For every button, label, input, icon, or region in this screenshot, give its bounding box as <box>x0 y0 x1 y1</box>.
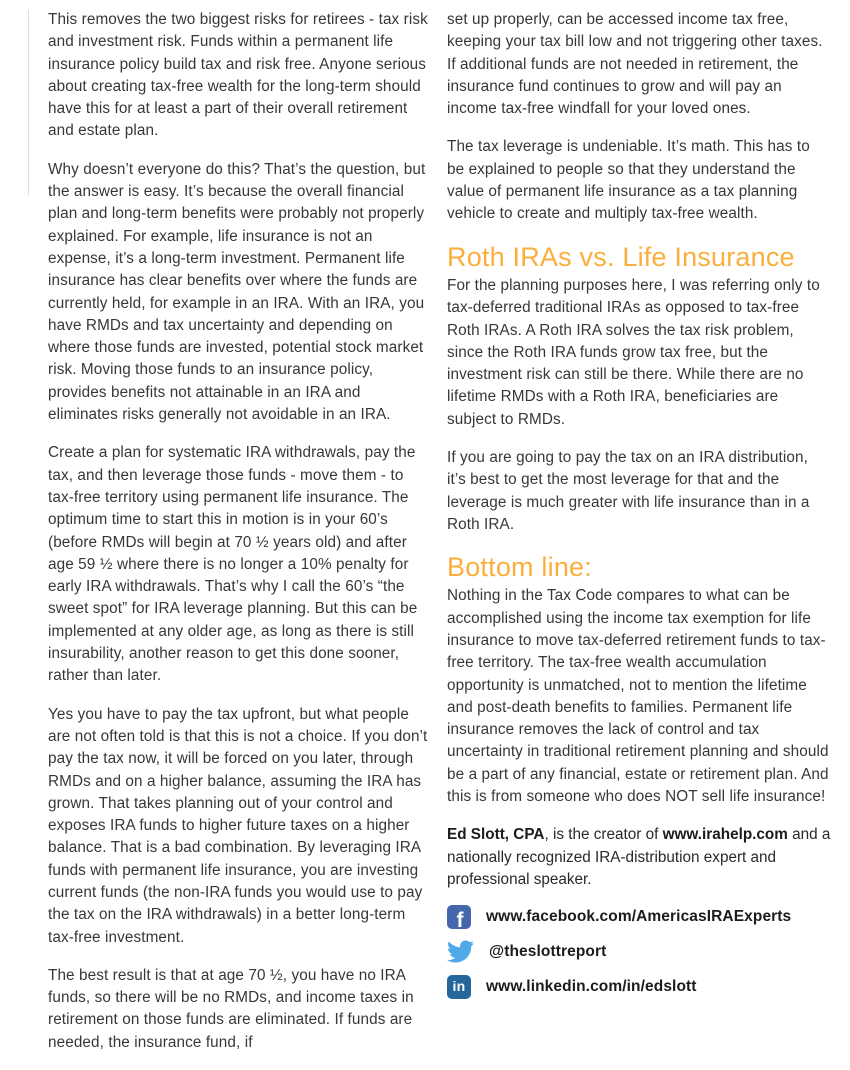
left-column <box>48 0 432 1070</box>
author-bio <box>447 824 831 891</box>
paragraph-create-a-plan: Create a plan for systematic IRA withdrawals, pay the tax, and then leverage those funds - move them - to tax-free territory using permanent life insurance. The optimum time to start this in motion is in your 60’s (before RMDs will begin at 70 ½ years old) and after age 59 ½ where there is no longer a 10% penalty for early IRA withdrawals. That’s why I call the 60’s “the sweet spot” for IRA leverage planning. But this can be implemented at any older age, as long as there is still insurability, another reason to get this done sooner, rather than later. <box>48 444 418 685</box>
two-column-layout <box>48 0 832 1070</box>
facebook-icon: f <box>447 905 471 929</box>
right-column <box>447 0 831 1070</box>
paragraph-best-result: The best result is that at age 70 ½, you have no IRA funds, so there will be no RMDs, and income taxes in retirement on those funds are eliminated. If funds are needed, the insurance fund, if <box>48 966 414 1051</box>
twitter-link-label: @theslottreport <box>489 942 607 960</box>
paragraph-bottom-line: Nothing in the Tax Code compares to what can be accomplished using the income tax exemption for life insurance to move tax-deferred retirement funds to tax-free territory. The tax-free wealth accumulation opportunity is unmatched, not to mention the lifetime and post-death benefits to families. Permanent life insurance removes the lack of control and tax uncertainty in traditional retirement planning and should be a part of any financial, estate or retirement plan. And this is from someone who does NOT sell life insurance! <box>447 587 829 806</box>
twitter-link-row[interactable] <box>447 939 831 964</box>
social-links <box>447 904 831 999</box>
linkedin-link-label: www.linkedin.com/in/edslott <box>486 977 697 995</box>
linkedin-icon: in <box>447 975 471 999</box>
author-name: Ed Slott, CPA <box>447 826 545 844</box>
paragraph-roth-planning: For the planning purposes here, I was referring only to tax-deferred traditional IRAs as opposed to tax-free Roth IRAs. A Roth IRA solves the tax risk problem, since the Roth IRA funds grow tax free, but the investment risk can still be there. While there are no lifetime RMDs with a Roth IRA, beneficiaries are subject to RMDs. <box>447 276 820 428</box>
left-hairline-rule <box>28 10 29 195</box>
facebook-link-label: www.facebook.com/AmericasIRAExperts <box>486 907 792 925</box>
paragraph-pay-tax-upfront: Yes you have to pay the tax upfront, but what people are not often told is that this is not a choice. If you don’t pay the tax now, it will be forced on you later, through RMDs and on a higher balance, assuming the IRA has grown. That takes planning out of your control and exposes IRA funds to higher future taxes on a higher balance. That is a bad combination. By leveraging IRA funds with permanent life insurance, you are investing current funds (the non-IRA funds you would use to pay the tax on the IRA withdrawals) in a better long-term tax-free investment. <box>48 705 428 946</box>
bio-text-1: , is the creator of <box>544 826 663 844</box>
paragraph-why-doesnt-everyone: Why doesn’t everyone do this? That’s the question, but the answer is easy. It’s because the overall financial plan and long-term benefits were probably not properly explained. For example, life insurance is not an expense, it’s a long-term investment. Permanent life insurance has clear benefits over where the funds are currently held, for example in an IRA. With an IRA, you have RMDs and tax uncertainty and depending on where those funds are invested, potential stock market risk. Moving those funds to an insurance policy, provides benefits not attainable in an IRA and eliminates risks generally not avoidable in an IRA. <box>48 160 426 424</box>
facebook-link-row[interactable] <box>447 904 831 929</box>
bio-text-2: and a nationally recognized IRA-distribution expert and professional speaker. <box>447 826 831 888</box>
twitter-icon <box>447 938 474 965</box>
paragraph-removes-risks: This removes the two biggest risks for retirees - tax risk and investment risk. Funds within a permanent life insurance policy build tax and risk free. Anyone serious about creating tax-free wealth for the long-term should have this for at least a part of their overall retirement and estate plan. <box>48 11 428 140</box>
paragraph-roth-leverage: If you are going to pay the tax on an IRA distribution, it’s best to get the most leverage for that and the leverage is much greater with life insurance than in a Roth IRA. <box>447 448 810 533</box>
paragraph-tax-leverage: The tax leverage is undeniable. It’s math. This has to be explained to people so that they understand the value of permanent life insurance as a tax planning vehicle to create and multiply tax-free wealth. <box>447 138 810 223</box>
linkedin-link-row[interactable] <box>447 974 831 999</box>
paragraph-set-up-properly: set up properly, can be accessed income tax free, keeping your tax bill low and not triggering other taxes. If additional funds are not needed in retirement, the insurance fund continues to grow and will pay an income tax-free windfall for your loved ones. <box>447 11 823 118</box>
author-website: www.irahelp.com <box>662 826 788 844</box>
section-heading-roth-vs-life: Roth IRAs vs. Life Insurance <box>447 241 795 272</box>
section-heading-bottom-line: Bottom line: <box>447 552 592 583</box>
